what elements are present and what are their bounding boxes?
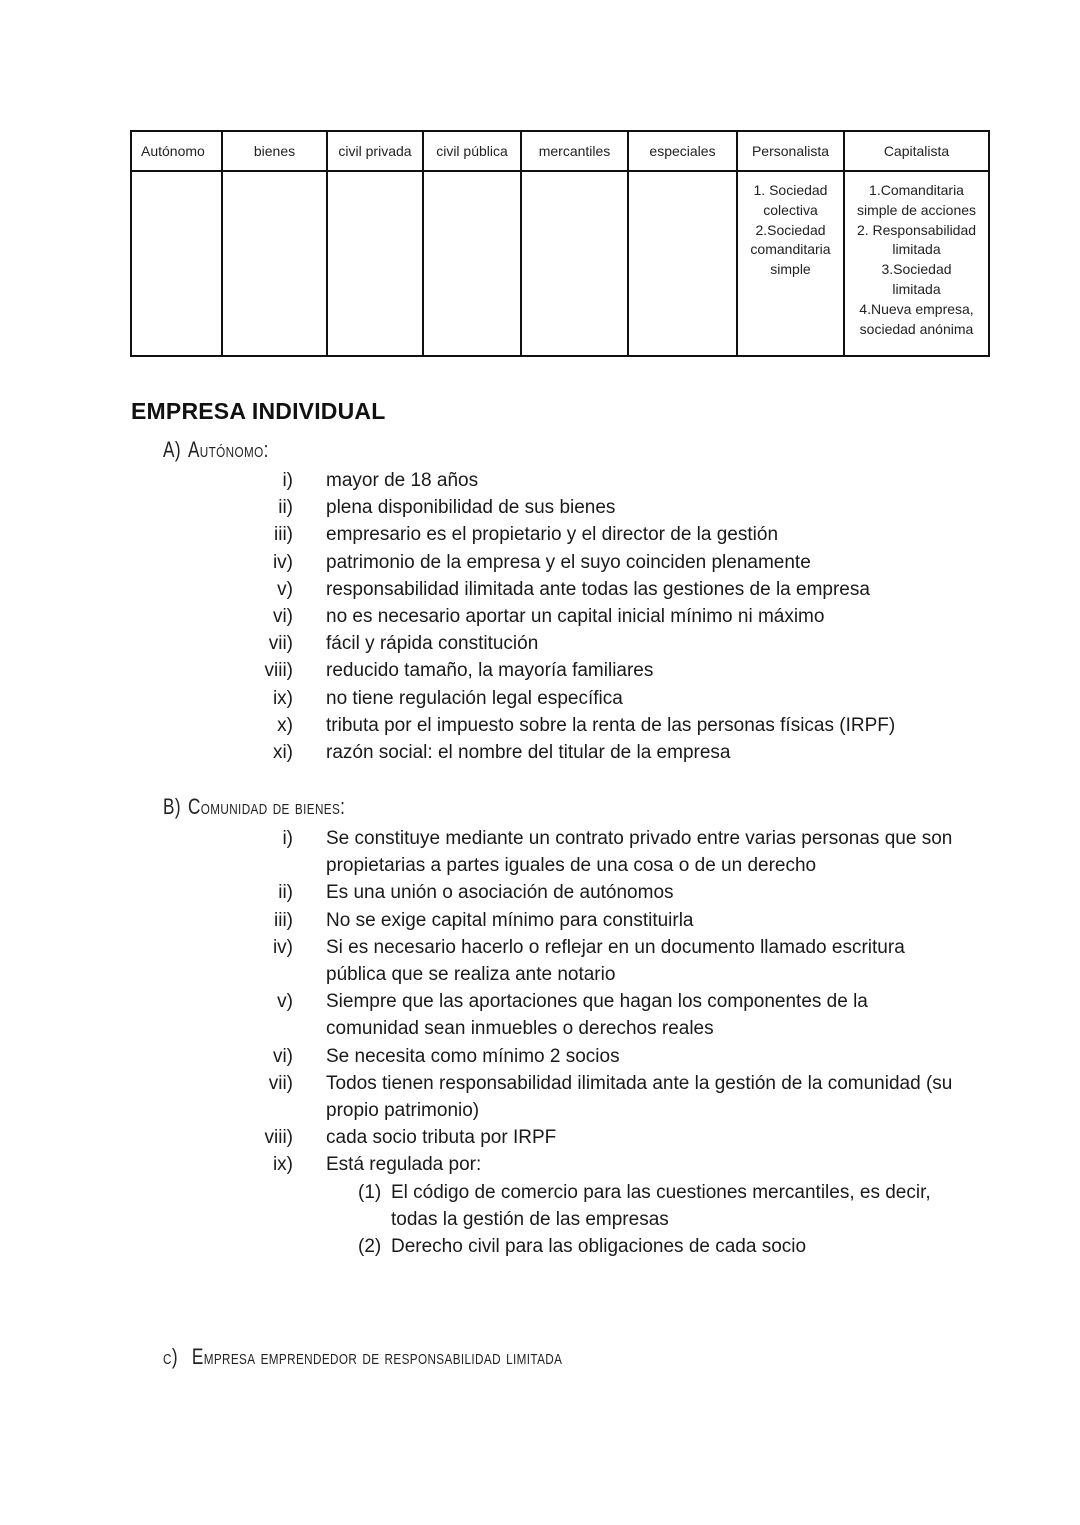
list-item <box>255 934 966 988</box>
table-header-row <box>131 131 989 171</box>
cell-capitalista <box>844 171 989 356</box>
cell-personalista <box>737 171 844 356</box>
item-number: iii) <box>274 524 293 546</box>
item-text: Es una unión o asociación de autónomos <box>326 882 674 904</box>
item-text: Siempre que las aportaciones que hagan los componentes de la comunidad sean inmuebles o derechos reales <box>326 991 868 1040</box>
item-number: x) <box>277 714 293 736</box>
list-item <box>255 576 966 603</box>
item-text: fácil y rápida constitución <box>326 633 539 655</box>
cell-line: 2.Sociedad <box>755 221 826 238</box>
cell-line: colectiva <box>763 201 818 218</box>
item-text: plena disponibilidad de sus bienes <box>326 497 616 519</box>
cell-line: 4.Nueva empresa, <box>859 300 974 317</box>
sublist-container <box>255 1179 966 1261</box>
item-number: ix) <box>272 1154 293 1176</box>
sublist-item <box>255 1179 966 1233</box>
item-text: Derecho civil para las obligaciones de cada socio <box>391 1236 807 1258</box>
subsection-marker: B) <box>163 794 181 819</box>
item-number: vii) <box>268 1072 293 1094</box>
list-item <box>255 1124 966 1151</box>
list-item <box>255 467 966 494</box>
item-number: v) <box>277 991 293 1013</box>
item-text: patrimonio de la empresa y el suyo coinciden plenamente <box>326 551 811 573</box>
list-item <box>255 1070 966 1124</box>
item-text: Todos tienen responsabilidad ilimitada ante la gestión de la comunidad (su propio patrimonio) <box>326 1072 953 1122</box>
cell-line: sociedad anónima <box>859 320 974 337</box>
cell-civil-privada <box>327 171 423 356</box>
comunidad-list <box>255 825 966 1260</box>
list-item <box>255 825 966 879</box>
list-item <box>255 685 966 712</box>
cell-mercantiles <box>521 171 628 356</box>
cell-line: 1.Comanditaria <box>869 182 964 198</box>
cell-bienes <box>222 171 327 356</box>
item-number: (1) <box>358 1181 382 1203</box>
list-item <box>255 521 966 548</box>
subsection-marker: c) <box>163 1344 178 1369</box>
item-text: Se constituye mediante un contrato privado entre varias personas que son propietarias a partes iguales de una cosa o de un derecho <box>326 828 953 877</box>
list-item <box>255 907 966 934</box>
item-text: tributa por el impuesto sobre la renta de las personas físicas (IRPF) <box>326 714 896 736</box>
cell-especiales <box>628 171 737 356</box>
item-number: viii) <box>264 1127 293 1149</box>
cell-line: limitada <box>892 241 941 258</box>
item-number: ii) <box>278 497 293 519</box>
list-item <box>255 988 966 1042</box>
item-number: ii) <box>278 882 293 904</box>
item-number: (2) <box>358 1236 382 1258</box>
list-item <box>255 1151 966 1178</box>
item-text: Está regulada por: <box>326 1154 482 1176</box>
list-item <box>255 739 966 766</box>
header-mercantiles: mercantiles <box>521 131 628 171</box>
item-number: vi) <box>272 606 293 628</box>
cell-line: 1. Sociedad <box>753 182 828 198</box>
item-number: v) <box>277 578 293 600</box>
item-text: reducido tamaño, la mayoría familiares <box>326 660 654 682</box>
subsection-heading-comunidad <box>163 794 345 820</box>
item-number: vii) <box>268 633 293 655</box>
list-item <box>255 494 966 521</box>
list-item <box>255 712 966 739</box>
item-number: vi) <box>272 1045 293 1067</box>
cell-line: 2. Responsabilidad <box>856 221 977 238</box>
header-personalista: Personalista <box>737 131 844 171</box>
header-capitalista: Capitalista <box>844 131 989 171</box>
item-text: Se necesita como mínimo 2 socios <box>326 1045 620 1067</box>
item-text: no tiene regulación legal específica <box>326 687 623 709</box>
subsection-heading-autonomo <box>163 437 269 463</box>
item-text: El código de comercio para las cuestiones mercantiles, es decir, todas la gestión de las empresas <box>391 1181 931 1230</box>
regulation-sublist <box>255 1179 966 1261</box>
section-title: EMPRESA INDIVIDUAL <box>131 398 386 424</box>
item-text: No se exige capital mínimo para constituirla <box>326 909 694 931</box>
item-text: empresario es el propietario y el director de la gestión <box>326 524 779 546</box>
item-number: ix) <box>272 687 293 709</box>
item-number: i) <box>282 828 293 849</box>
item-number: iii) <box>274 909 293 931</box>
cell-civil-publica <box>423 171 521 356</box>
item-number: viii) <box>264 660 293 682</box>
item-text: responsabilidad ilimitada ante todas las gestiones de la empresa <box>326 578 870 600</box>
header-autonomo: Autónomo <box>131 131 222 171</box>
table-row <box>131 171 989 356</box>
item-number: iv) <box>272 936 293 958</box>
item-number: iv) <box>272 551 293 573</box>
list-item <box>255 879 966 906</box>
item-text: Si es necesario hacerlo o reflejar en un documento llamado escritura pública que se realiza ante notario <box>326 936 905 986</box>
item-text: no es necesario aportar un capital inicial mínimo ni máximo <box>326 606 825 628</box>
subsection-heading-emprendedor <box>163 1344 562 1370</box>
list-item <box>255 1043 966 1070</box>
header-civil-publica: civil pública <box>423 131 521 171</box>
sublist-item <box>255 1233 966 1260</box>
autonomo-list <box>255 467 966 766</box>
cell-line: comanditaria <box>750 241 831 258</box>
item-number: i) <box>282 470 293 491</box>
list-item <box>255 549 966 576</box>
cell-line: simple <box>770 261 811 278</box>
subsection-title: Autónomo: <box>187 437 269 462</box>
item-text: mayor de 18 años <box>326 470 479 491</box>
item-text: razón social: el nombre del titular de la empresa <box>326 742 731 764</box>
item-number: xi) <box>272 742 293 764</box>
cell-line: 3.Sociedad <box>881 261 952 278</box>
header-especiales: especiales <box>628 131 737 171</box>
company-types-table <box>130 130 990 357</box>
subsection-title: Empresa emprendedor de responsabilidad limitada <box>191 1344 563 1369</box>
list-item <box>255 603 966 630</box>
item-text: cada socio tributa por IRPF <box>326 1127 557 1149</box>
list-item <box>255 630 966 657</box>
cell-line: limitada <box>892 280 941 297</box>
cell-line: simple de acciones <box>856 201 977 218</box>
cell-autonomo <box>131 171 222 356</box>
header-civil-privada: civil privada <box>327 131 423 171</box>
list-item <box>255 657 966 684</box>
subsection-title: Comunidad de bienes: <box>187 794 346 819</box>
subsection-marker: A) <box>163 437 181 462</box>
header-bienes: bienes <box>222 131 327 171</box>
